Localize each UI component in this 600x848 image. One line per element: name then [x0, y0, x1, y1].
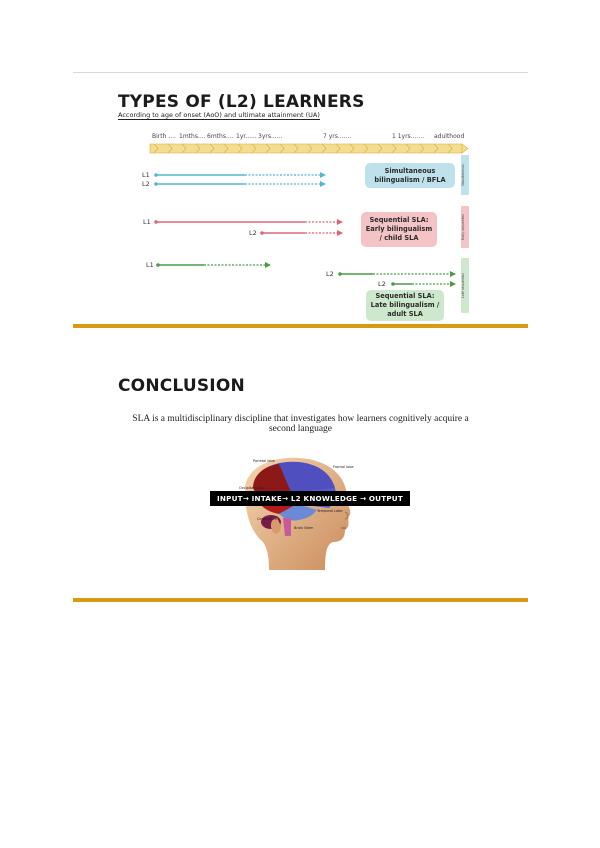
- l1-label: L1: [142, 171, 150, 179]
- early-sequential-box: [361, 212, 437, 247]
- l2-label: L2: [326, 270, 334, 278]
- l2-label: L2: [142, 180, 150, 188]
- simultaneous-lines: [154, 173, 325, 186]
- box-line: / child SLA: [379, 234, 419, 242]
- side-tab-early: Early sequential: [461, 206, 469, 248]
- frontal-lobe-label: Frontal lobe: [333, 465, 354, 469]
- box-line: bilingualism / BFLA: [374, 175, 446, 184]
- slide-subtitle: According to age of onset (AoO) and ultimate attainment (UA): [118, 111, 320, 119]
- occipital-lobe-label: Occipital lobe: [239, 486, 263, 490]
- timeline-label: Birth ....: [152, 133, 176, 140]
- timeline-label: 1mths....: [179, 133, 206, 140]
- l2-label: L2: [249, 229, 257, 237]
- timeline-label: 6mths....: [207, 133, 234, 140]
- process-banner: INPUT→ INTAKE→ L2 KNOWLEDGE → OUTPUT: [210, 491, 410, 506]
- timeline-label: adulthood: [434, 133, 465, 140]
- box-line: Early bilingualism: [365, 225, 433, 233]
- timeline-label: 3yrs......: [258, 133, 283, 140]
- timeline-label: 7 yrs.......: [323, 133, 352, 140]
- l1-label: L1: [146, 261, 154, 269]
- box-line: adult SLA: [387, 310, 423, 318]
- late-sequential-lines: [156, 263, 455, 286]
- timeline-label: 1 1yrs.......: [392, 133, 425, 140]
- box-line: Simultaneous: [384, 166, 436, 175]
- box-line: Late bilingualism /: [370, 301, 440, 309]
- side-tab-simultaneous: Simultaneous: [461, 155, 469, 195]
- slide-bottom-bar: [73, 324, 528, 328]
- brain-stem-label: Brain Stem: [294, 526, 314, 530]
- conclusion-body: SLA is a multidisciplinary discipline that investigates how learners cognitively acquire a second language: [132, 414, 469, 434]
- temporal-lobe-label: Temporal Lobe: [317, 509, 343, 513]
- side-tab-late: Late sequential: [461, 258, 469, 313]
- simultaneous-box: [365, 163, 455, 188]
- slide-bottom-bar: [73, 598, 528, 602]
- timeline-chevron-bar: [150, 144, 468, 153]
- box-line: Sequential SLA:: [375, 292, 435, 300]
- slide-title: CONCLUSION: [118, 376, 245, 396]
- late-sequential-box: [366, 290, 444, 321]
- parietal-lobe-label: Parietal lobe: [253, 459, 275, 463]
- timeline-diagram: [0, 0, 600, 330]
- l2-label: L2: [378, 280, 386, 288]
- timeline-label: 1yr......: [236, 133, 257, 140]
- l1-label: L1: [143, 218, 151, 226]
- cerebellum-label: Cerebellum: [257, 517, 278, 521]
- slide-title: TYPES OF (L2) LEARNERS: [118, 92, 365, 112]
- box-line: Sequential SLA:: [369, 216, 429, 224]
